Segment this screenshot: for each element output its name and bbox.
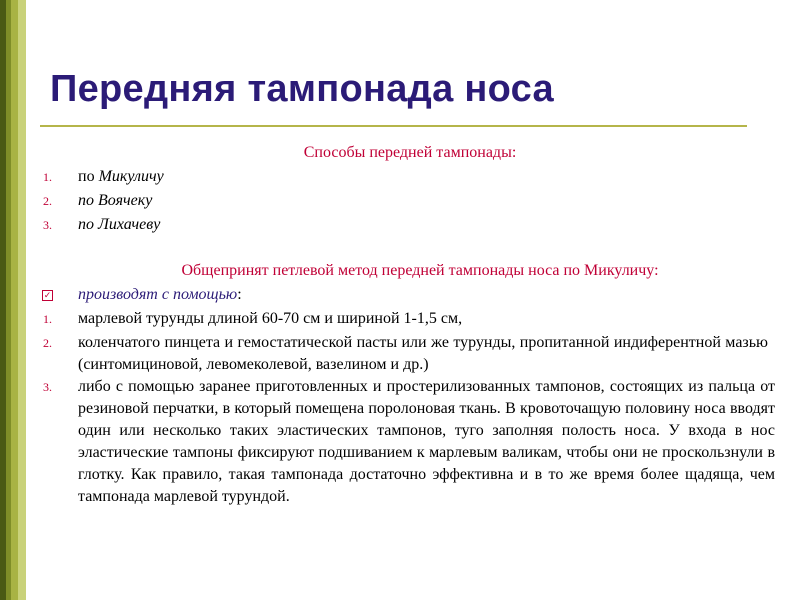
step-text: коленчатого пинцета и гемостатической пасты или же турунды, пропитанной индиферентной мазью (синтомициновой, левомеколевой, вазелином и др.)	[78, 334, 768, 373]
checkbox-bullet-icon: ✓	[43, 290, 52, 300]
produced-with-colon: :	[237, 286, 242, 303]
list-item	[78, 166, 164, 188]
produced-with-text: производят с помощью	[78, 286, 238, 303]
step-text: марлевой турунды длиной 60-70 см и шириной 1-1,5 см,	[78, 310, 463, 327]
list-marker: 2.	[43, 336, 52, 350]
produced-with-line	[78, 284, 242, 306]
title-divider	[40, 125, 747, 127]
list-marker: 1.	[43, 312, 52, 326]
slide-title: Передняя тампонада носа	[50, 68, 554, 110]
stripe	[18, 0, 26, 600]
list-marker: 3.	[43, 218, 52, 232]
list-item	[78, 190, 152, 212]
method-prefix: по	[78, 168, 99, 185]
list-marker: 3.	[43, 380, 52, 394]
list-item	[78, 214, 160, 236]
method-name: по Воячеку	[78, 192, 153, 209]
stripe	[11, 0, 18, 600]
common-method-heading: Общепринят петлевой метод передней тампонады носа по Микуличу:	[181, 262, 659, 279]
list-marker: 2.	[43, 194, 52, 208]
method-name: по Лихачеву	[78, 216, 161, 233]
list-marker: 1.	[43, 170, 52, 184]
method-name: Микуличу	[98, 168, 164, 185]
methods-heading: Способы передней тампонады:	[303, 144, 517, 161]
left-decor-stripes	[0, 0, 26, 600]
step-text: либо с помощью заранее приготовленных и простерилизованных тампонов, состоящих из пальца от резиновой перчатки, в который помещена поролоновая ткань. В кровоточащую половину носа вводят один или несколько таких эластических тампонов, туго заполняя полость носа. У входа в нос эластические тампоны фиксируют подшиванием к марлевым валикам, чтобы они не проскользнули в глотку. Как правило, такая тампонада достаточно эффективна и в то же время более щадяща, чем тампонада марлевой турундой.	[78, 378, 775, 505]
